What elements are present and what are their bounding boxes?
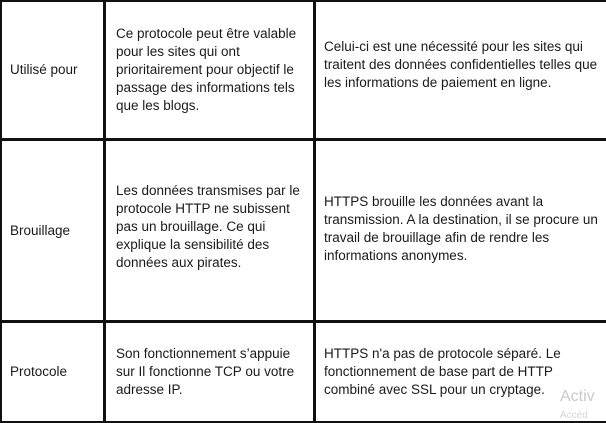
http-cell (106, 0, 316, 141)
http-description: Son fonctionnement s’appuie sur Il fonctionne TCP ou votre adresse IP. (116, 346, 295, 397)
row-label: Utilisé pour (10, 62, 78, 77)
https-description: HTTPS brouille les données avant la transmission. A la destination, il se procure un travail de brouillage afin de rendre les informations anonymes. (324, 194, 598, 263)
row-label-cell (0, 0, 106, 141)
http-cell (106, 323, 316, 423)
activation-watermark: Activ (560, 388, 595, 405)
activation-watermark-sub: Accéd (560, 410, 588, 421)
https-cell (316, 0, 606, 141)
http-description: Ce protocole peut être valable pour les sites qui ont prioritairement pour objectif le passage des informations tels que les blogs. (116, 26, 297, 113)
row-label-cell (0, 141, 106, 323)
https-cell (316, 141, 606, 323)
https-cell (316, 323, 606, 423)
row-label: Brouillage (10, 222, 71, 238)
http-cell (106, 141, 316, 323)
row-label-cell (0, 323, 106, 423)
row-label: Protocole (10, 364, 68, 379)
https-description: HTTPS n'a pas de protocole séparé. Le fonctionnement de base part de HTTP combiné avec SSL pour un cryptage. (324, 346, 561, 397)
http-description: Les données transmises par le protocole HTTP ne subissent pas un brouillage. Ce qui explique la sensibilité des données aux pirates. (116, 183, 300, 270)
https-description: Celui-ci est une nécessité pour les sites qui traitent des données confidentielles telles que les informations de paiement en ligne. (324, 39, 598, 90)
